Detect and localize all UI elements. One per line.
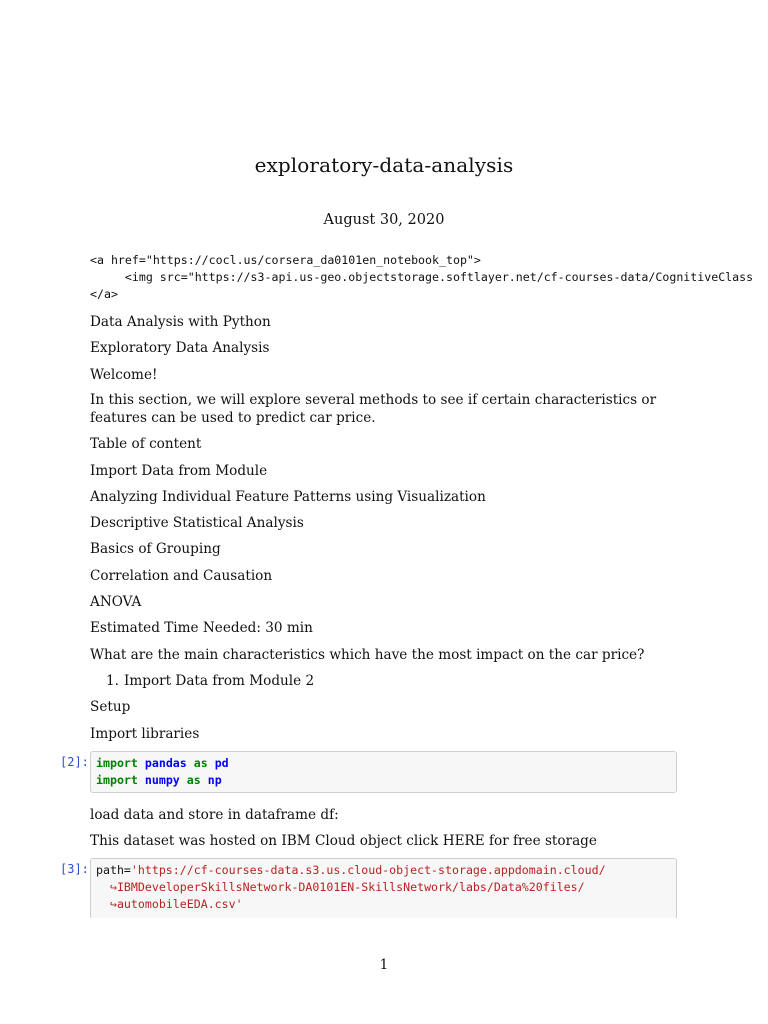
alias-np: np — [207, 773, 222, 787]
cell-prompt-2: [2]: — [60, 755, 89, 769]
html-snippet-line-3: </a> — [90, 287, 118, 301]
code-string-line-3: automobileEDA.csv' — [116, 897, 243, 911]
toc-item-import-data: Import Data from Module — [90, 463, 268, 479]
code-string-line-2: IBMDeveloperSkillsNetwork-DA0101EN-SkillsNetwork/labs/Data%20files/ — [116, 880, 585, 894]
keyword-as: as — [193, 756, 208, 770]
html-snippet-block — [90, 252, 768, 303]
alias-pd: pd — [214, 756, 229, 770]
toc-item-visualization: Analyzing Individual Feature Patterns using Visualization — [90, 489, 486, 505]
line-continuation-icon: ↪ — [109, 897, 117, 911]
course-name-text: Data Analysis with Python — [90, 314, 271, 330]
module-pandas: pandas — [144, 756, 187, 770]
enumerated-item-number: 1. — [106, 673, 119, 689]
module-numpy: numpy — [144, 773, 180, 787]
page-number: 1 — [379, 957, 389, 973]
setup-heading: Setup — [90, 699, 131, 715]
cell-prompt-3: [3]: — [60, 862, 89, 876]
code-cell-3[interactable] — [90, 858, 677, 918]
html-snippet-line-1: <a href="https://cocl.us/corsera_da0101en_notebook_top"> — [90, 253, 481, 267]
toc-item-grouping: Basics of Grouping — [90, 541, 221, 557]
section-name-text: Exploratory Data Analysis — [90, 340, 270, 356]
keyword-import: import — [96, 773, 138, 787]
toc-heading: Table of content — [90, 436, 202, 452]
import-libraries-heading: Import libraries — [90, 726, 200, 742]
toc-item-correlation: Correlation and Causation — [90, 568, 273, 584]
keyword-as: as — [186, 773, 201, 787]
welcome-text: Welcome! — [90, 367, 158, 383]
code-variable-path: path= — [96, 863, 131, 877]
enumerated-item-text: Import Data from Module 2 — [124, 673, 315, 689]
line-continuation-icon: ↪ — [109, 880, 117, 894]
document-title: exploratory-data-analysis — [254, 153, 514, 177]
toc-item-anova: ANOVA — [90, 594, 142, 610]
load-data-text: load data and store in dataframe df: — [90, 807, 339, 823]
code-cell-2[interactable] — [90, 751, 677, 793]
dataset-hosted-text: This dataset was hosted on IBM Cloud object click HERE for free storage — [90, 833, 597, 849]
estimated-time-text: Estimated Time Needed: 30 min — [90, 620, 313, 636]
keyword-import: import — [96, 756, 138, 770]
html-snippet-line-2: <img src="https://s3-api.us-geo.objectstorage.softlayer.net/cf-courses-data/CognitiveClass — [90, 270, 754, 284]
toc-item-descriptive-stats: Descriptive Statistical Analysis — [90, 515, 304, 531]
intro-paragraph: In this section, we will explore several methods to see if certain characteristics or features can be used to predict car price. — [90, 392, 657, 426]
question-text: What are the main characteristics which have the most impact on the car price? — [90, 647, 645, 663]
code-string-line-1: 'https://cf-courses-data.s3.us.cloud-object-storage.appdomain.cloud/ — [130, 863, 606, 877]
document-date: August 30, 2020 — [323, 212, 445, 228]
